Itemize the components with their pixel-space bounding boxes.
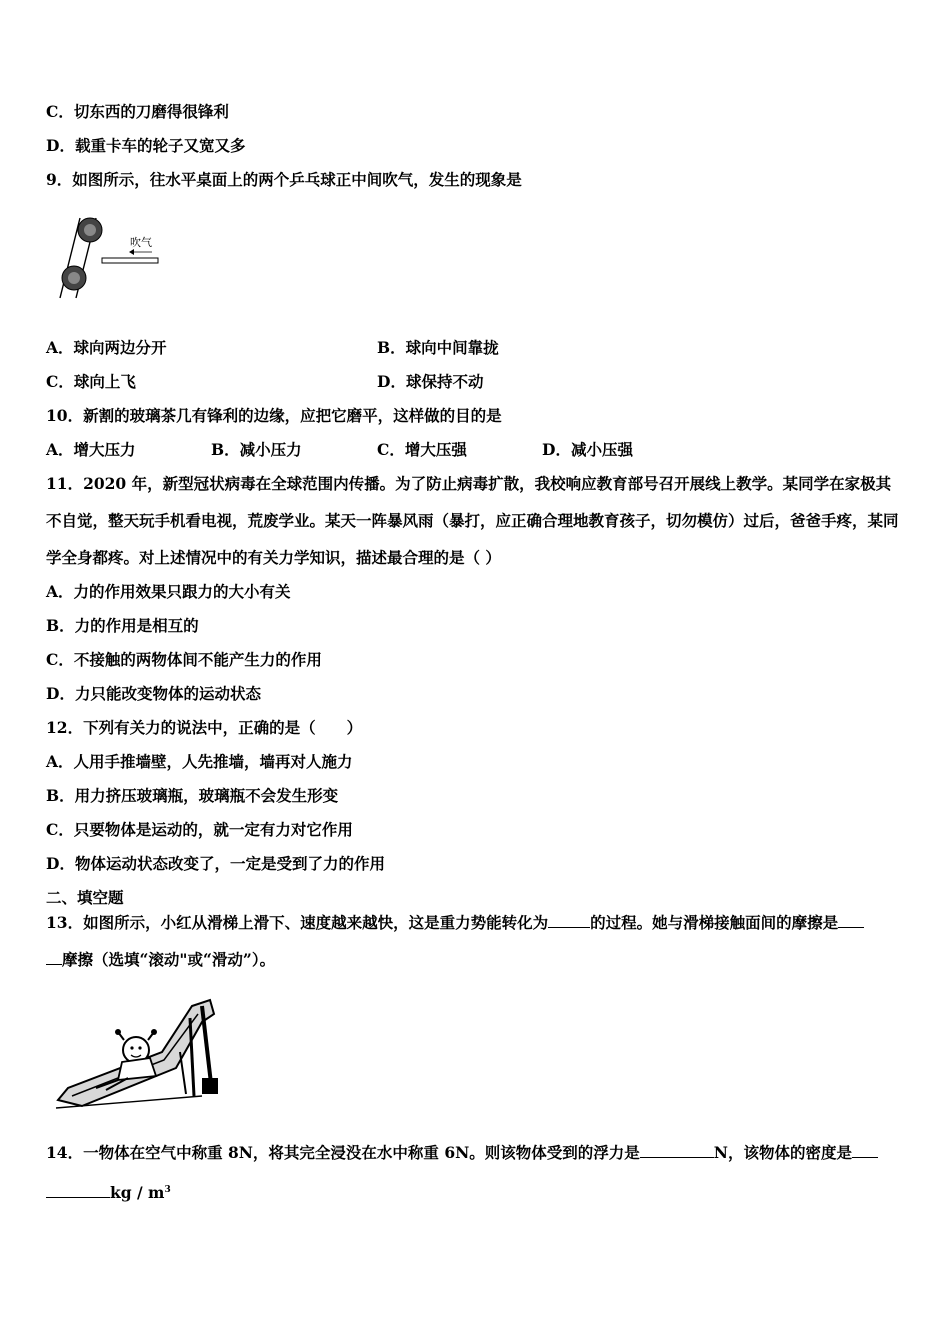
straw xyxy=(102,258,158,263)
q9-stem: 9．如图所示，往水平桌面上的两个乒乓球正中间吹气，发生的现象是 xyxy=(46,170,522,189)
q8-option-d: D．载重卡车的轮子又宽又多 xyxy=(46,136,246,155)
q14-line-1 xyxy=(46,1143,878,1163)
q10-option-c: C．增大压强 xyxy=(377,440,467,459)
q10-option-d: D．减小压强 xyxy=(542,440,633,459)
q11-option-c: C．不接触的两物体间不能产生力的作用 xyxy=(46,650,322,669)
q14-blank-2-end[interactable] xyxy=(46,1183,110,1198)
q10-option-a: A．增大压力 xyxy=(46,440,136,459)
q13-blank-2-end[interactable] xyxy=(46,950,62,965)
q14-line-2 xyxy=(46,1180,171,1203)
child-hair-tie-right xyxy=(151,1029,157,1035)
q14-unit-exponent: 3 xyxy=(164,1185,171,1195)
q12-option-a: A．人用手推墙壁，人先推墙，墙再对人施力 xyxy=(46,752,353,771)
q9-option-b: B．球向中间靠拢 xyxy=(377,338,499,357)
q14-part-2: N，该物体的密度是 xyxy=(713,1143,852,1162)
q11-option-d: D．力只能改变物体的运动状态 xyxy=(46,684,261,703)
q13-line-1 xyxy=(46,913,864,933)
q9-option-c: C．球向上飞 xyxy=(46,372,136,391)
q10-stem: 10．新割的玻璃茶几有锋利的边缘，应把它磨平，这样做的目的是 xyxy=(46,406,502,425)
q9-option-a: A．球向两边分开 xyxy=(46,338,167,357)
ping-pong-ball-bottom-highlight xyxy=(68,272,80,284)
q13-part-1: 13．如图所示，小红从滑梯上滑下、速度越来越快，这是重力势能转化为 xyxy=(46,913,549,932)
slide-figure xyxy=(52,992,222,1114)
q14-part-1: 14．一物体在空气中称重 8N，将其完全浸没在水中称重 6N。则该物体受到的浮力是 xyxy=(46,1143,640,1162)
slide-support xyxy=(180,1052,186,1094)
airflow-arrowhead xyxy=(129,249,134,255)
section-title-fill-in: 二、填空题 xyxy=(46,888,124,907)
q13-part-2: 的过程。她与滑梯接触面间的摩擦是 xyxy=(590,913,839,932)
q13-blank-2-start[interactable] xyxy=(838,913,864,928)
q14-blank-1[interactable] xyxy=(640,1143,714,1158)
ping-pong-balls-figure xyxy=(56,212,166,302)
q12-option-b: B．用力挤压玻璃瓶，玻璃瓶不会发生形变 xyxy=(46,786,339,805)
child-body xyxy=(118,1058,156,1080)
child-eye-right xyxy=(138,1046,141,1049)
q11-stem: 11．2020 年，新型冠状病毒在全球范围内传播。为了防止病毒扩散，我校响应教育部号召开展线上教学。某同学在家极其不自觉，整天玩手机看电视，荒废学业。某天一阵暴风雨（暴打，应正确合理地教育孩子，切勿模仿）过后，爸爸手疼，某同学全身都疼。对上述情况中的有关力学知识，描述最合理的是（ ） xyxy=(46,474,899,567)
q11-option-a: A．力的作用效果只跟力的大小有关 xyxy=(46,582,291,601)
q10-option-b: B．减小压力 xyxy=(211,440,302,459)
child-hair-tie-left xyxy=(115,1029,121,1035)
q12-option-d: D．物体运动状态改变了，一定是受到了力的作用 xyxy=(46,854,385,873)
q13-line-2 xyxy=(46,950,275,970)
q13-part-3: 摩擦（选填“滚动"或“滑动”）。 xyxy=(62,950,276,969)
ping-pong-ball-top-highlight xyxy=(84,224,96,236)
q13-blank-1[interactable] xyxy=(548,913,590,928)
q12-option-c: C．只要物体是运动的，就一定有力对它作用 xyxy=(46,820,353,839)
q9-option-d: D．球保持不动 xyxy=(377,372,484,391)
q12-stem: 12．下列有关力的说法中，正确的是（ ） xyxy=(46,718,363,737)
child-eye-left xyxy=(130,1046,133,1049)
figure-label-blow: 吹气 xyxy=(130,236,152,249)
q14-unit: kg / m xyxy=(110,1183,165,1203)
slide-base-block xyxy=(202,1078,218,1094)
q14-blank-2-start[interactable] xyxy=(852,1143,878,1158)
q11-option-b: B．力的作用是相互的 xyxy=(46,616,199,635)
q8-option-c: C．切东西的刀磨得很锋利 xyxy=(46,102,229,121)
